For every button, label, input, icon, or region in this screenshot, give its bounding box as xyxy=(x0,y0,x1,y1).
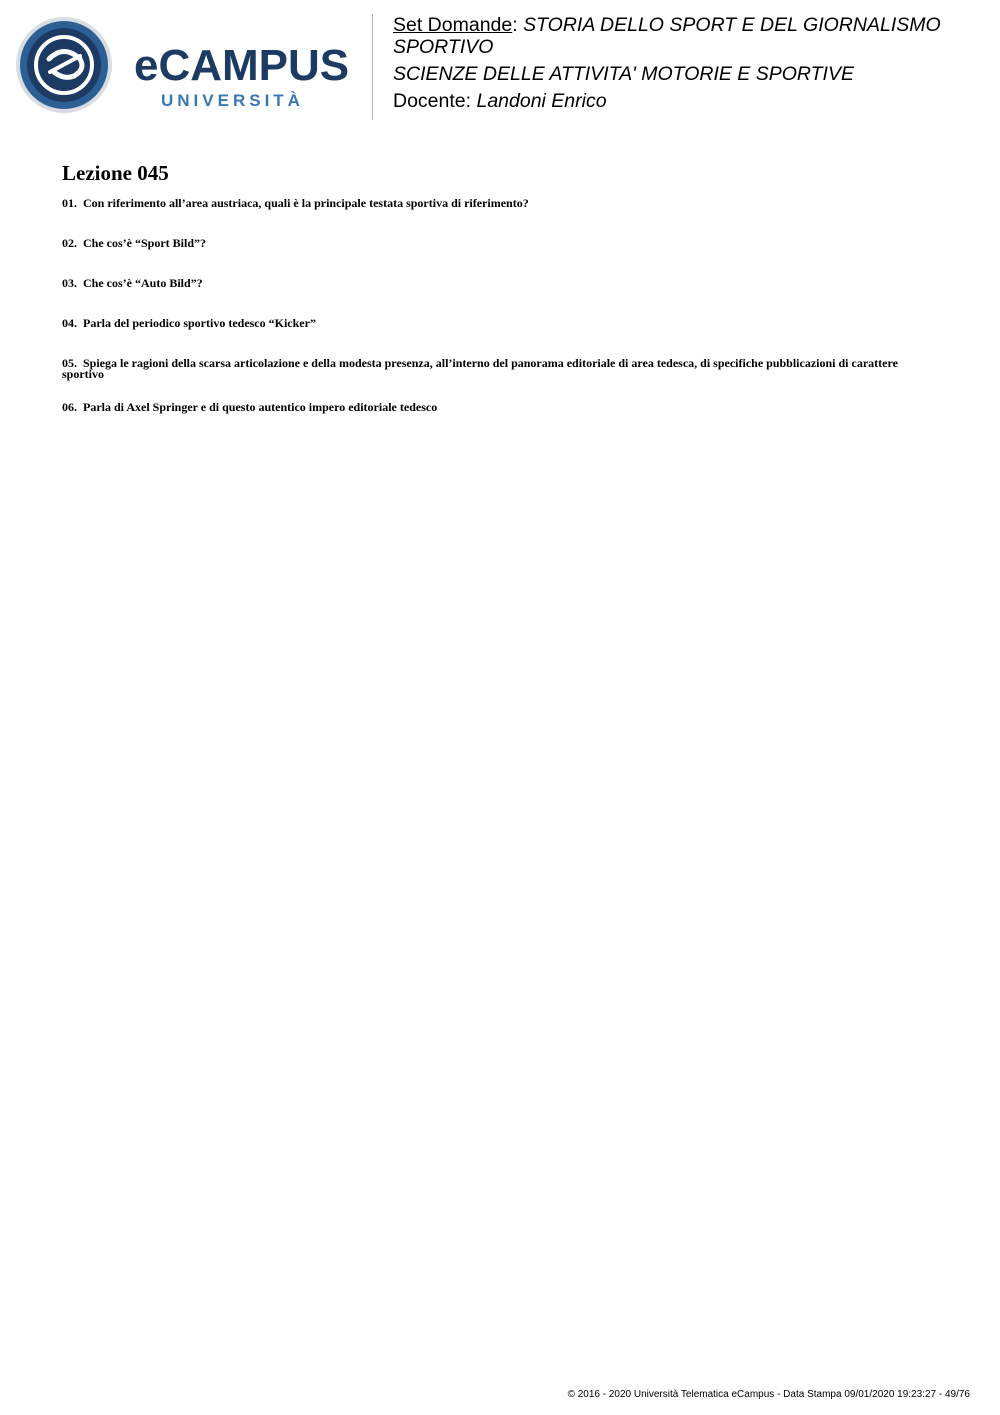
degree-name: SCIENZE DELLE ATTIVITA' MOTORIE E SPORTIVE xyxy=(393,63,854,85)
question-text: Parla di Axel Springer e di questo autentico impero editoriale tedesco xyxy=(83,400,438,414)
question-text: Parla del periodico sportivo tedesco “Kicker” xyxy=(83,316,316,330)
teacher-line xyxy=(393,90,983,112)
teacher-name: Landoni Enrico xyxy=(476,90,607,112)
header-divider xyxy=(372,14,373,120)
question-item xyxy=(62,402,942,413)
question-number: 05. xyxy=(62,356,77,370)
question-number: 02. xyxy=(62,236,77,250)
question-number: 03. xyxy=(62,276,77,290)
page-footer: © 2016 - 2020 Università Telematica eCampus - Data Stampa 09/01/2020 19:23:27 - 49/76 xyxy=(567,1389,970,1400)
question-text: Che cos’è “Sport Bild”? xyxy=(83,236,206,250)
set-separator: : xyxy=(512,14,524,36)
course-line xyxy=(393,14,983,36)
header-info xyxy=(393,14,983,112)
question-text: Che cos’è “Auto Bild”? xyxy=(83,276,203,290)
lesson-title: Lezione 045 xyxy=(62,161,169,185)
ecampus-emblem-icon xyxy=(14,14,359,116)
question-number: 06. xyxy=(62,400,77,414)
question-item xyxy=(62,238,942,249)
question-text: Spiega le ragioni della scarsa articolazione e della modesta presenza, all’interno del panorama editoriale di area tedesca, di specifiche pubblicazioni di carattere sportivo xyxy=(62,356,898,381)
teacher-label: Docente: xyxy=(393,90,477,112)
course-title-2: SPORTIVO xyxy=(393,36,494,58)
logo-subtitle: UNIVERSITÀ xyxy=(161,91,304,110)
set-label: Set Domande xyxy=(393,14,513,36)
question-number: 01. xyxy=(62,196,77,210)
question-list xyxy=(62,198,942,413)
question-item xyxy=(62,358,942,380)
question-number: 04. xyxy=(62,316,77,330)
question-item xyxy=(62,278,942,289)
logo-wordmark: eCAMPUS xyxy=(134,41,350,90)
ecampus-logo xyxy=(14,14,359,116)
question-item xyxy=(62,198,942,209)
question-item xyxy=(62,318,942,329)
question-text: Con riferimento all’area austriaca, quali è la principale testata sportiva di riferimento? xyxy=(83,196,529,210)
course-title-1: STORIA DELLO SPORT E DEL GIORNALISMO xyxy=(523,14,941,36)
